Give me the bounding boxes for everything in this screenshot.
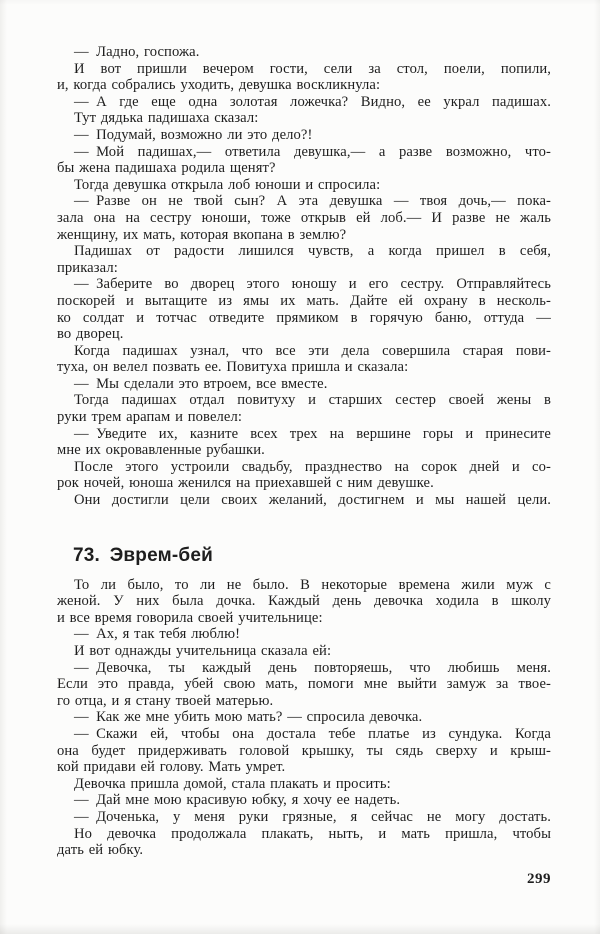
text-line: мне их окровавленные рубашки. [57, 442, 265, 459]
text-line: зала она на сестру юноши, тоже открыв ей лоб.— И разве не жаль [57, 209, 551, 226]
text-line: — Скажи ей, чтобы она достала тебе платье из сундука. Когда [74, 725, 551, 742]
text-line: дать ей юбку. [57, 842, 144, 859]
text-line: — Ах, я так тебя люблю! [74, 626, 241, 643]
text-line: — Уведите их, казните всех трех на вершине горы и принесите [74, 425, 551, 442]
text-line: Они достигли цели своих желаний, достигнем и мы нашей цели. [74, 492, 551, 509]
text-line: — Подумай, возможно ли это дело?! [74, 126, 313, 143]
text-line: И вот пришли вечером гости, сели за стол, поели, попили, [74, 60, 551, 77]
text-line: руки трем арапам и повелел: [57, 409, 243, 426]
text-line: женщину, их мать, которая вкопана в землю? [57, 226, 347, 243]
text-line: женой. У них была дочка. Каждый день девочка ходила в школу [57, 593, 551, 610]
text-line: — Разве он не твой сын? А эта девушка — твоя дочь,— пока- [74, 193, 551, 210]
text-line: и, когда собрались уходить, девушка воскликнула: [57, 77, 381, 94]
text-line: — Как же мне убить мою мать? — спросила девочка. [74, 709, 423, 726]
text-line: рок ночей, юноша женился на приехавшей с ним девушке. [57, 475, 434, 492]
text-line: — Доченька, у меня руки грязные, я сейчас не могу достать. [74, 808, 551, 825]
text-line: Тут дядька падишаха сказал: [74, 110, 259, 127]
text-line: Тогда падишах отдал повитуху и старших сестер своей жены в [74, 392, 551, 409]
page-number: 299 [527, 870, 551, 887]
text-line: — Мой падишах,— ответила девушка,— а разве возможно, что- [74, 143, 551, 160]
text-line: Падишах от радости лишился чувств, а когда пришел в себя, [74, 243, 551, 260]
text-line: — Мы сделали это втроем, все вместе. [74, 375, 328, 392]
text-line: После этого устроили свадьбу, празднество на сорок дней и со- [74, 458, 551, 475]
text-line: Когда падишах узнал, что все эти дела совершила старая пови- [74, 342, 551, 359]
text-line: ко солдат и тотчас отведите прямиком в горячую баню, оттуда — [57, 309, 551, 326]
story-body [57, 577, 551, 859]
text-line: во дворец. [57, 326, 124, 343]
text-line: — Ладно, госпожа. [74, 44, 200, 60]
text-line: го отца, и я стану твоей матерью. [57, 692, 274, 709]
text-line: туха, он велел позвать ее. Повитуха пришла и сказала: [57, 359, 409, 376]
text-line: приказал: [57, 259, 118, 276]
text-line: И вот однажды учительница сказала ей: [74, 643, 332, 659]
text-line: Тогда девушка открыла лоб юноши и спросила: [74, 176, 381, 193]
text-line: — А где еще одна золотая ложечка? Видно, ее украл падишах. [74, 93, 551, 110]
story-heading: 73. Эврем-бей [73, 544, 213, 566]
text-line: — Заберите во дворец этого юношу и его сестру. Отправляйтесь [74, 276, 551, 293]
story-sections [57, 44, 551, 859]
story-body [57, 44, 551, 509]
text-line: То ли было, то ли не было. В некоторые времена жили муж с [74, 576, 551, 593]
text-line: — Девочка, ты каждый день повторяешь, что любишь меня. [74, 659, 551, 676]
text-line: и все время говорила своей учительнице: [57, 609, 323, 626]
text-line: Девочка пришла домой, стала плакать и просить: [74, 775, 391, 792]
text-line: поскорей и вытащите из ямы их мать. Дайте ей охрану в несколь- [57, 292, 551, 309]
text-line: она будет придерживать головой крышку, ты сядь сверху и крыш- [57, 742, 551, 759]
text-line: бы жена падишаха родила щенят? [57, 160, 276, 177]
text-line: кой придави ей голову. Мать умрет. [57, 759, 286, 776]
text-line: Если это правда, убей свою мать, помоги мне выйти замуж за твое- [57, 676, 551, 693]
text-line: — Дай мне мою красивую юбку, я хочу ее надеть. [74, 792, 401, 809]
text-line: Но девочка продолжала плакать, ныть, и мать пришла, чтобы [74, 825, 551, 842]
text-block [57, 44, 551, 887]
